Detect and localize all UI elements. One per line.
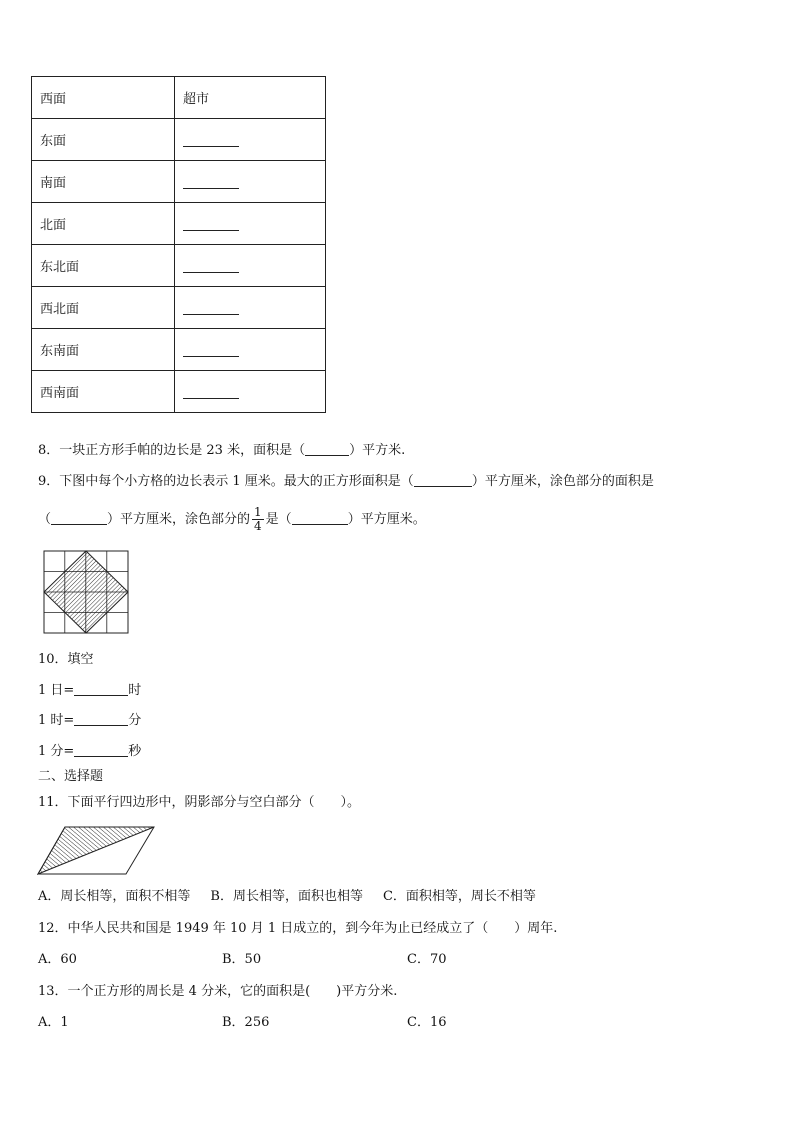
answer-blank[interactable] <box>183 300 239 315</box>
direction-cell: 东面 <box>32 119 175 161</box>
answer-cell[interactable] <box>175 287 326 329</box>
question-8: 8．一块正方形手帕的边长是 23 米，面积是（ ）平方米. <box>38 443 406 458</box>
answer-blank[interactable] <box>74 712 128 726</box>
grid-figure <box>43 550 129 634</box>
question-12-option-b[interactable]: B．50 <box>222 952 262 967</box>
option-c[interactable]: C．面积相等，周长不相等 <box>382 889 536 904</box>
question-11-options <box>38 888 536 906</box>
question-10-line-3: 1 分= 秒 <box>38 744 142 759</box>
table-row <box>32 371 326 413</box>
table-row <box>32 161 326 203</box>
direction-cell: 东北面 <box>32 245 175 287</box>
direction-cell: 东南面 <box>32 329 175 371</box>
answer-cell[interactable] <box>175 245 326 287</box>
table-row <box>32 329 326 371</box>
answer-cell[interactable] <box>175 371 326 413</box>
answer-blank[interactable] <box>183 384 239 399</box>
direction-cell: 西南面 <box>32 371 175 413</box>
question-13-option-b[interactable]: B．256 <box>222 1015 270 1030</box>
option-b[interactable]: B．周长相等，面积也相等 <box>210 889 363 904</box>
answer-blank[interactable] <box>183 342 239 357</box>
answer-cell[interactable] <box>175 203 326 245</box>
question-12-option-a[interactable]: A．60 <box>38 952 77 967</box>
shaded-triangle <box>38 827 154 874</box>
question-13-option-c[interactable]: C．16 <box>407 1015 447 1030</box>
question-12-option-c[interactable]: C．70 <box>407 952 447 967</box>
question-9-line-2: （ ）平方厘米，涂色部分的 $\frac{1}{4}$ 是（ ）平方厘米。 <box>38 505 426 533</box>
fraction: $\frac{1}{4}$ <box>254 505 262 533</box>
answer-blank[interactable] <box>414 473 472 487</box>
direction-cell: 南面 <box>32 161 175 203</box>
answer-cell: 超市 <box>175 77 326 119</box>
answer-blank[interactable] <box>183 174 239 189</box>
question-12-stem: 12．中华人民共和国是 1949 年 10 月 1 日成立的，到今年为止已经成立了（ ）周年. <box>38 921 558 936</box>
direction-table <box>31 76 326 413</box>
table-row <box>32 119 326 161</box>
table-row <box>32 203 326 245</box>
parallelogram-figure <box>37 826 155 876</box>
answer-blank[interactable] <box>305 442 349 456</box>
question-10-line-1: 1 日= 时 <box>38 683 142 698</box>
table-row <box>32 287 326 329</box>
direction-cell: 西北面 <box>32 287 175 329</box>
answer-blank[interactable] <box>51 511 107 525</box>
answer-blank[interactable] <box>74 743 128 757</box>
answer-blank[interactable] <box>183 216 239 231</box>
question-9-line-1: 9．下图中每个小方格的边长表示 1 厘米。最大的正方形面积是（ ）平方厘米，涂色部分的面积是 <box>38 474 654 489</box>
question-11-stem: 11．下面平行四边形中，阴影部分与空白部分（ ）。 <box>38 795 361 810</box>
option-a[interactable]: A．周长相等，面积不相等 <box>38 889 191 904</box>
answer-cell[interactable] <box>175 329 326 371</box>
section-heading: 二、选择题 <box>38 769 104 784</box>
table-row <box>32 77 326 119</box>
answer-blank[interactable] <box>292 511 348 525</box>
direction-cell: 北面 <box>32 203 175 245</box>
answer-blank[interactable] <box>183 132 239 147</box>
answer-cell[interactable] <box>175 161 326 203</box>
answer-blank[interactable] <box>74 682 128 696</box>
answer-cell[interactable] <box>175 119 326 161</box>
direction-cell: 西面 <box>32 77 175 119</box>
shaded-diamond <box>44 551 128 633</box>
table-row <box>32 245 326 287</box>
question-13-option-a[interactable]: A．1 <box>38 1015 69 1030</box>
question-13-stem: 13．一个正方形的周长是 4 分米，它的面积是( )平方分米. <box>38 984 398 999</box>
question-10-title: 10．填空 <box>38 652 94 667</box>
question-10-line-2: 1 时= 分 <box>38 713 142 728</box>
answer-blank[interactable] <box>183 258 239 273</box>
